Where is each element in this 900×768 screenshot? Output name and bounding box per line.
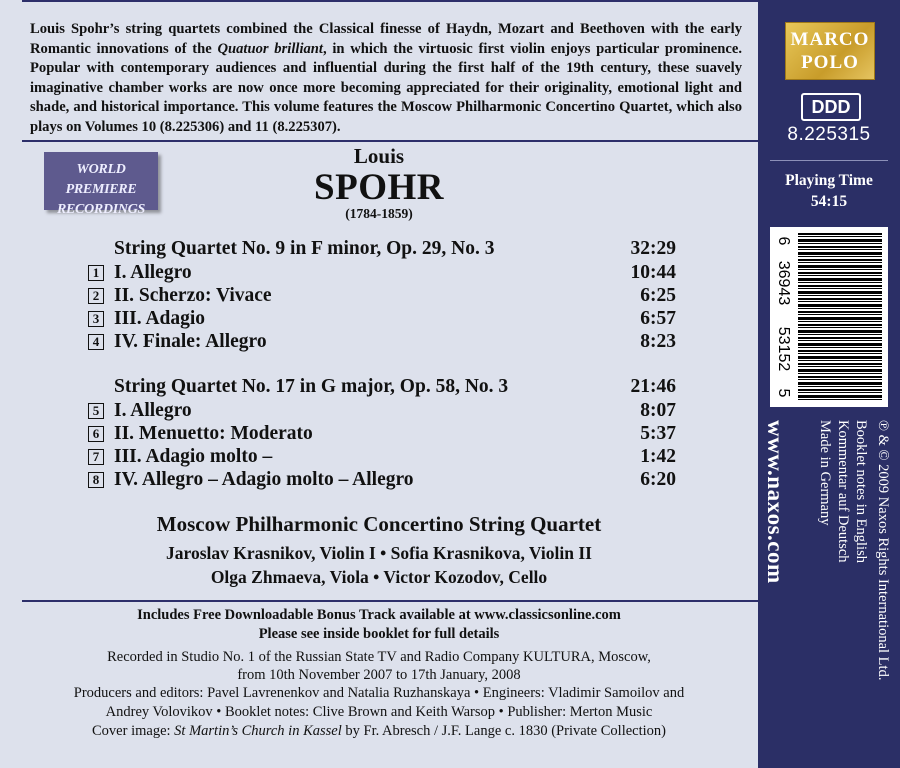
work-duration: 21:46 — [630, 376, 676, 397]
barcode-bars — [798, 233, 882, 401]
track-duration: 5:37 — [640, 423, 676, 444]
bonus-track-note: Please see inside booklet for full details — [258, 626, 500, 642]
divider — [22, 140, 758, 142]
cover-credit-title: St Martin’s Church in Kassel — [174, 723, 342, 739]
booklet-notes-line: Kommentar auf Deutsch — [835, 420, 851, 563]
track-number: 8 — [88, 472, 104, 488]
track-number: 3 — [88, 311, 104, 327]
divider — [22, 600, 758, 602]
badge-line: WORLD PREMIERE — [65, 162, 137, 197]
recording-credit: from 10th November 2007 to 17th January, 2008 — [237, 667, 521, 683]
work-title — [114, 238, 676, 260]
bonus-track-note: Includes Free Downloadable Bonus Track available at www.classicsonline.com — [137, 607, 621, 623]
work-name: String Quartet No. 17 in G major, Op. 58, No. 3 — [114, 376, 509, 397]
track-title: II. Scherzo: Vivace — [114, 285, 272, 306]
track-number: 4 — [88, 334, 104, 350]
logo-line: POLO — [801, 52, 859, 73]
composer-first-name: Louis — [353, 144, 405, 168]
intro-text-end: , in which the virtuosic first violin enjoys particular prominence. Popular with contemporary audiences and influential during the first half of the 19th century, these suavely imaginative chamber works are now once more becoming appreciated for their originality, emotional light and shade, and historical importance. This volume features the Moscow Philharmonic Concertino Quartet, which also plays on Volumes 10 (8.225306) and 11 (8.225307). — [30, 40, 742, 135]
track-title: III. Adagio molto – — [114, 446, 273, 467]
track-title: I. Allegro — [114, 262, 192, 283]
top-border — [22, 0, 758, 2]
marco-polo-logo — [785, 22, 875, 80]
playing-time-label: Playing Time — [785, 172, 873, 189]
barcode — [770, 227, 888, 407]
copyright-line: ℗ & © 2009 Naxos Rights International Ltd. — [875, 420, 891, 681]
composer-surname: SPOHR — [314, 167, 444, 208]
booklet-notes-line: Booklet notes in English — [853, 420, 869, 563]
barcode-digit: 36943 — [775, 260, 792, 306]
track-duration: 6:20 — [640, 469, 676, 490]
track-duration: 1:42 — [640, 446, 676, 467]
playing-time-value: 54:15 — [810, 193, 848, 210]
track-duration: 6:25 — [640, 285, 676, 306]
track-row — [88, 469, 676, 492]
cover-credit-suffix: by Fr. Abresch / J.F. Lange c. 1830 (Private Collection) — [341, 723, 666, 739]
barcode-digits — [770, 233, 796, 401]
track-number: 6 — [88, 426, 104, 442]
intro-emphasis: Quatuor brilliant — [217, 40, 323, 57]
recording-credit: Recorded in Studio No. 1 of the Russian State TV and Radio Company KULTURA, Moscow, — [107, 649, 651, 665]
composer-dates: (1784-1859) — [345, 206, 413, 221]
work-duration: 32:29 — [630, 238, 676, 259]
intro-paragraph — [30, 20, 742, 137]
track-title: I. Allegro — [114, 400, 192, 421]
ensemble-name: Moscow Philharmonic Concertino String Quartet — [156, 512, 602, 536]
track-number: 7 — [88, 449, 104, 465]
performers-line: Olga Zhmaeva, Viola • Victor Kozodov, Cello — [210, 567, 548, 587]
barcode-digit: 6 — [775, 236, 792, 246]
work-title — [114, 376, 676, 398]
track-title: II. Menuetto: Moderato — [114, 423, 313, 444]
track-row — [88, 446, 676, 469]
track-row — [88, 400, 676, 423]
work-name: String Quartet No. 9 in F minor, Op. 29, No. 3 — [114, 238, 495, 259]
track-row — [88, 285, 676, 308]
sidebar-divider — [770, 160, 888, 161]
catalog-number: 8.225315 — [787, 124, 871, 145]
track-duration: 6:57 — [640, 308, 676, 329]
production-credit: Andrey Volovikov • Booklet notes: Clive Brown and Keith Warsop • Publisher: Merton Music — [105, 704, 653, 720]
barcode-digit: 53152 — [775, 326, 792, 372]
performers-line: Jaroslav Krasnikov, Violin I • Sofia Krasnikova, Violin II — [166, 543, 592, 563]
track-title: IV. Allegro – Adagio molto – Allegro — [114, 469, 414, 490]
track-title: III. Adagio — [114, 308, 206, 329]
track-duration: 8:23 — [640, 331, 676, 352]
ddd-badge: DDD — [801, 93, 861, 121]
logo-line: MARCO — [790, 29, 870, 50]
barcode-digit: 5 — [775, 388, 792, 398]
production-credit: Producers and editors: Pavel Lavrenenkov and Natalia Ruzhanskaya • Engineers: Vladimir Samoilov and — [73, 685, 685, 701]
made-in-line: Made in Germany — [817, 420, 833, 526]
cover-credit-prefix: Cover image: — [92, 723, 175, 739]
track-number: 2 — [88, 288, 104, 304]
track-duration: 10:44 — [630, 262, 676, 283]
track-row — [88, 262, 676, 285]
track-row — [88, 423, 676, 446]
track-title: IV. Finale: Allegro — [114, 331, 267, 352]
cover-image-credit — [0, 723, 758, 740]
badge-line: RECORDINGS — [56, 202, 146, 217]
track-row — [88, 331, 676, 354]
track-number: 1 — [88, 265, 104, 281]
intro-text: Louis Spohr’s string quartets combined the Classical finesse of Haydn, Mozart and Beethoven with the early Romantic innovations of the — [30, 21, 742, 57]
track-number: 5 — [88, 403, 104, 419]
website-url: www.naxos.com — [763, 420, 788, 584]
track-row — [88, 308, 676, 331]
track-duration: 8:07 — [640, 400, 676, 421]
